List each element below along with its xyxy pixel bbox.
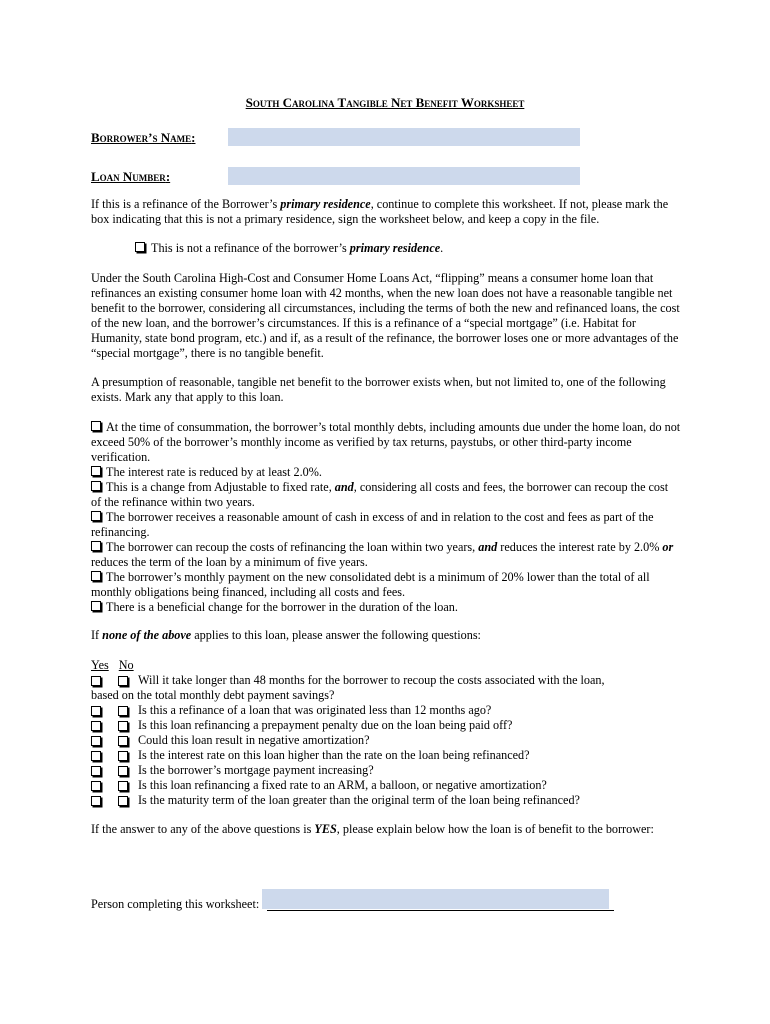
- intro-emphasis: primary residence: [280, 197, 371, 211]
- question-row: [91, 733, 681, 748]
- question-row: [91, 793, 681, 808]
- yes-checkbox[interactable]: [91, 706, 101, 716]
- page-title: South Carolina Tangible Net Benefit Worksheet: [245, 95, 525, 110]
- question-text: Is this loan refinancing a prepayment penalty due on the loan being paid off?: [138, 718, 513, 732]
- question-text: Will it take longer than 48 months for the borrower to recoup the costs associated with the loan,: [138, 673, 605, 687]
- borrower-name-row: Borrower’s Name:: [91, 128, 581, 148]
- yes-checkbox[interactable]: [91, 781, 101, 791]
- question-text: Is this a refinance of a loan that was originated less than 12 months ago?: [138, 703, 492, 717]
- signature-underline: [267, 910, 614, 911]
- no-checkbox[interactable]: [118, 796, 128, 806]
- signature-input[interactable]: [262, 889, 609, 909]
- loan-number-row: Loan Number:: [91, 167, 581, 187]
- yes-no-header: [91, 658, 681, 673]
- benefit-item: At the time of consummation, the borrower’s total monthly debts, including amounts due under the home loan, do not exceed 50% of the borrower’s monthly income as verified by tax returns, paystubs, or other third-party income verification.: [91, 420, 681, 464]
- yes-column-label: Yes: [91, 658, 109, 672]
- benefit-checkbox[interactable]: [91, 421, 101, 431]
- benefit-checkbox[interactable]: [91, 466, 101, 476]
- no-column-label: No: [118, 658, 134, 672]
- not-primary-checkbox[interactable]: [135, 242, 145, 252]
- question-continuation: based on the total monthly debt payment savings?: [91, 688, 335, 702]
- yes-no-questions: [91, 658, 681, 808]
- benefit-checkbox[interactable]: [91, 601, 101, 611]
- question-text: Is this loan refinancing a fixed rate to an ARM, a balloon, or negative amortization?: [138, 778, 547, 792]
- no-checkbox[interactable]: [118, 706, 128, 716]
- no-checkbox[interactable]: [118, 781, 128, 791]
- borrower-name-label: Borrower’s Name: [91, 130, 192, 145]
- benefit-item: This is a change from Adjustable to fixed rate, and, considering all costs and fees, the borrower can recoup the cost of the refinance within two years.: [91, 480, 669, 509]
- benefit-item: The interest rate is reduced by at least 2.0%.: [91, 465, 681, 480]
- yes-checkbox[interactable]: [91, 721, 101, 731]
- benefit-item: The borrower’s monthly payment on the new consolidated debt is a minimum of 20% lower than the total of all monthly obligations being financed, including all costs and fees.: [91, 570, 650, 599]
- question-row: [91, 703, 681, 718]
- flipping-paragraph: Under the South Carolina High-Cost and Consumer Home Loans Act, “flipping” means a consumer home loan that refinances an existing consumer home loan with 42 months, when the new loan does not have a reasonable tangible net benefit to the borrower, considering all circumstances, including the terms of both the new and refinanced loans, the cost of the new loan, and the borrower’s circumstances. If this is a refinance of a “special mortgage” (i.e. Habitat for Humanity, state bond program, etc.) and if, as a result of the refinance, the borrower loses one or more advantages of the “special mortgage”, there is no tangible benefit.: [91, 271, 680, 360]
- benefit-checkbox[interactable]: [91, 511, 101, 521]
- not-primary-option: This is not a refinance of the borrower’s primary residence.: [91, 241, 681, 256]
- loan-number-label: Loan Number: [91, 169, 166, 184]
- question-text: Is the interest rate on this loan higher than the rate on the loan being refinanced?: [138, 748, 530, 762]
- benefit-item: The borrower receives a reasonable amount of cash in excess of and in relation to the cost and fees as part of the refinancing.: [91, 510, 654, 539]
- question-text: Is the maturity term of the loan greater than the original term of the loan being refinanced?: [138, 793, 580, 807]
- no-checkbox[interactable]: [118, 676, 128, 686]
- intro-paragraph: If this is a refinance of the Borrower’s primary residence, continue to complete this worksheet. If not, please mark the box indicating that this is not a primary residence, sign the worksheet below, and keep a copy in the file.: [91, 197, 669, 226]
- benefit-checkbox[interactable]: [91, 481, 101, 491]
- no-checkbox[interactable]: [118, 721, 128, 731]
- question-row: [91, 763, 681, 778]
- none-of-above-line: If none of the above applies to this loan, please answer the following questions:: [91, 628, 481, 642]
- no-checkbox[interactable]: [118, 751, 128, 761]
- benefit-checkbox[interactable]: [91, 571, 101, 581]
- question-row: [91, 778, 681, 793]
- question-row: [91, 748, 681, 763]
- benefit-item: There is a beneficial change for the borrower in the duration of the loan.: [91, 600, 681, 615]
- no-checkbox[interactable]: [118, 736, 128, 746]
- question-row: [91, 718, 681, 733]
- no-checkbox[interactable]: [118, 766, 128, 776]
- benefit-list: [91, 420, 681, 615]
- explain-line: If the answer to any of the above questions is YES, please explain below how the loan is of benefit to the borrower:: [91, 822, 654, 836]
- yes-checkbox[interactable]: [91, 766, 101, 776]
- yes-checkbox[interactable]: [91, 736, 101, 746]
- yes-checkbox[interactable]: [91, 796, 101, 806]
- benefit-item: The borrower can recoup the costs of refinancing the loan within two years, and reduces the interest rate by 2.0% or reduces the term of the loan by a minimum of five years.: [91, 540, 674, 569]
- question-text: Could this loan result in negative amortization?: [138, 733, 370, 747]
- yes-checkbox[interactable]: [91, 676, 101, 686]
- question-text: Is the borrower’s mortgage payment increasing?: [138, 763, 374, 777]
- question-row: [91, 673, 681, 688]
- loan-number-input[interactable]: [228, 167, 580, 185]
- presumption-paragraph: A presumption of reasonable, tangible net benefit to the borrower exists when, but not limited to, one of the following exists. Mark any that apply to this loan.: [91, 375, 666, 404]
- borrower-name-input[interactable]: [228, 128, 580, 146]
- yes-checkbox[interactable]: [91, 751, 101, 761]
- benefit-checkbox[interactable]: [91, 541, 101, 551]
- signature-label: Person completing this worksheet:: [91, 897, 260, 911]
